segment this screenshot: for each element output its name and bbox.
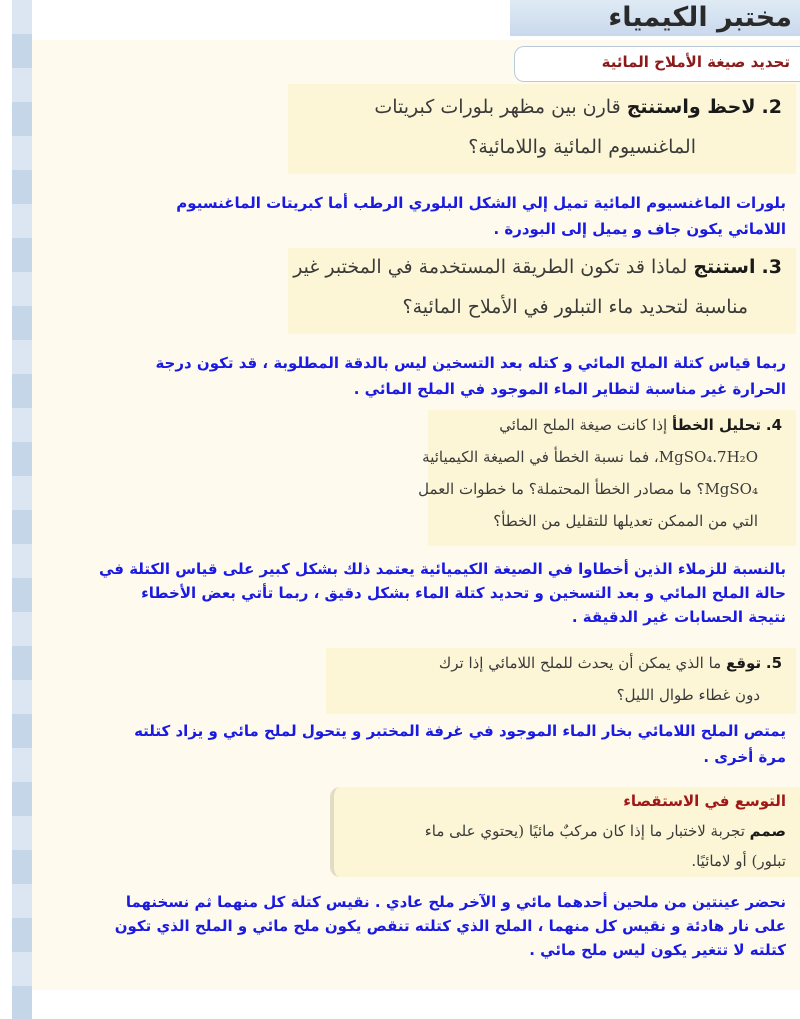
question-box-3 — [288, 248, 796, 334]
answer-line: نتيجة الحسابات غير الدقيقة . — [571, 608, 786, 626]
question-number: 3. — [761, 256, 782, 278]
question-number: 5. — [765, 654, 782, 672]
question-text-line: إذا كانت صيغة الملح المائي — [499, 416, 672, 434]
answer-block-4 — [99, 557, 786, 629]
question-keyword: توقع — [725, 654, 762, 672]
question-keyword: استنتج — [693, 256, 756, 278]
question-text-line: ما الذي يمكن أن يحدث للملح اللامائي إذا ترك — [438, 654, 726, 672]
question-text-line: لماذا قد تكون الطريقة المستخدمة في المختبر غير — [293, 256, 694, 278]
left-decorative-strip — [12, 0, 32, 1019]
question-keyword: تحليل الخطأ — [671, 416, 762, 434]
question-text-line: الماغنسيوم المائية واللامائية؟ — [468, 136, 696, 158]
extension-keyword: صمم — [749, 822, 786, 840]
question-text-line: MgSO₄.7H₂O، فما نسبة الخطأ في الصيغة الكيميائية — [422, 448, 758, 466]
answer-block-3 — [155, 350, 786, 402]
answer-block-5 — [134, 718, 786, 770]
section-subtitle: تحديد صيغة الأملاح المائية — [601, 53, 790, 71]
answer-line: اللامائي يكون جاف و يميل إلى البودرة . — [493, 220, 786, 238]
extension-text-line: تبلور) أو لامائيًا. — [691, 852, 786, 870]
answer-line: كتلته لا تتغير يكون ليس ملح مائي . — [529, 941, 786, 959]
answer-line: ربما قياس كتلة الملح المائي و كتله بعد التسخين ليس بالدقة المطلوبة ، قد تكون درجة — [155, 354, 786, 372]
question-box-5 — [326, 648, 796, 714]
answer-line: حالة الملح المائي و بعد التسخين و تحديد كتلة الماء بشكل دقيق ، ربما تأتي بعض الأخطاء — [141, 584, 786, 602]
question-text-line: دون غطاء طوال الليل؟ — [616, 686, 760, 704]
question-keyword: لاحظ واستنتج — [626, 96, 756, 118]
answer-line: بلورات الماغنسيوم المائية تميل إلي الشكل البلوري الرطب أما كبريتات الماغنسيوم — [176, 194, 786, 212]
question-box-2 — [288, 84, 796, 174]
answer-line: بالنسبة للزملاء الذين أخطاوا في الصيغة الكيميائية يعتمد ذلك بشكل كبير على قياس الكتلة في — [98, 560, 786, 578]
answer-line: على نار هادئة و نقيس كل منهما ، الملح الذي كتلته تنقص يكون ملح مائي و الملح الذي تكون — [114, 917, 786, 935]
answer-line: يمتص الملح اللامائي بخار الماء الموجود في غرفة المختبر و يتحول لملح مائي و يزاد كتلته — [134, 722, 786, 740]
question-text-line: مناسبة لتحديد ماء التبلور في الأملاح المائية؟ — [402, 296, 748, 318]
answer-line: الحرارة غير مناسبة لتطاير الماء الموجود في الملح المائي . — [353, 380, 786, 398]
extension-title: التوسع في الاستقصاء — [623, 792, 786, 810]
page-title: مختبر الكيمياء — [608, 2, 792, 33]
question-number: 2. — [761, 96, 782, 118]
answer-line: نحضر عينتين من ملحين أحدهما مائي و الآخر ملح عادي . نقيس كتلة كل منهما ثم نسخنهما — [125, 893, 786, 911]
question-text-line: MgSO₄؟ ما مصادر الخطأ المحتملة؟ ما خطوات العمل — [418, 480, 758, 498]
question-text-line: التي من الممكن تعديلها للتقليل من الخطأ؟ — [493, 512, 758, 530]
extension-text-line: تجربة لاختبار ما إذا كان مركبٌ مائيًا (يحتوي على ماء — [424, 822, 750, 840]
answer-block-2 — [176, 190, 786, 242]
question-box-4 — [418, 410, 796, 546]
answer-block-extension — [115, 890, 786, 962]
question-number: 4. — [765, 416, 782, 434]
question-text-line: قارن بين مظهر بلورات كبريتات — [374, 96, 627, 118]
answer-line: مرة أخرى . — [703, 748, 786, 766]
